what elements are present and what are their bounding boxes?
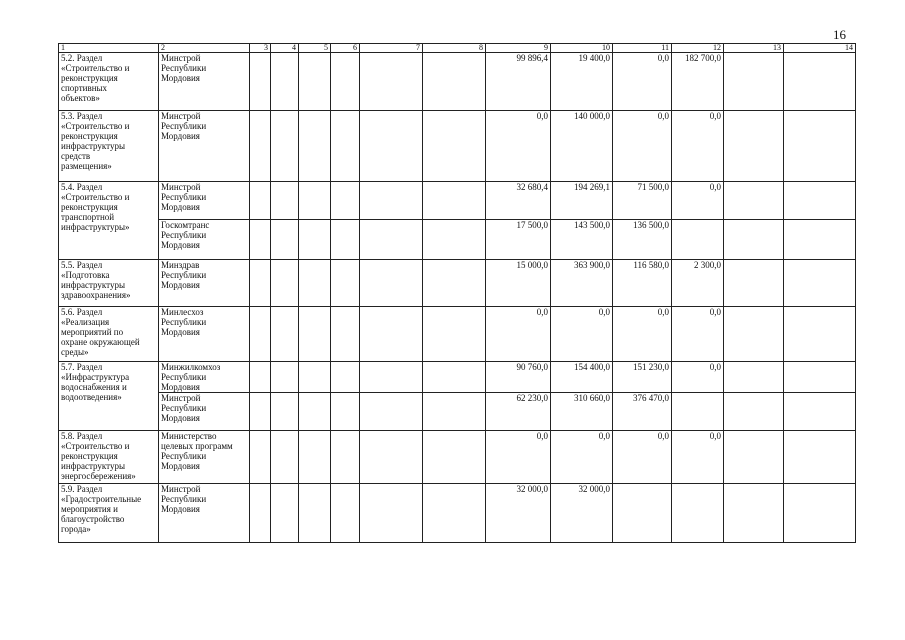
column-number: 3 — [250, 44, 271, 53]
value-cell-v11: 0,0 — [613, 307, 672, 362]
responsible-agency: Минстрой Республики Мордовия — [159, 182, 250, 220]
responsible-agency: Минздрав Республики Мордовия — [159, 260, 250, 307]
value-cell-v9: 32 680,4 — [486, 182, 551, 220]
empty-cell-col7 — [360, 111, 423, 182]
column-number: 12 — [672, 44, 724, 53]
value-cell-v9: 0,0 — [486, 111, 551, 182]
value-cell-v10: 19 400,0 — [551, 53, 613, 111]
column-number: 5 — [299, 44, 331, 53]
empty-cell-col5 — [299, 220, 331, 260]
empty-cell-col4 — [271, 362, 299, 393]
empty-cell-col3 — [250, 362, 271, 393]
value-cell-v11: 0,0 — [613, 431, 672, 484]
empty-cell-col7 — [360, 431, 423, 484]
empty-cell-col13 — [724, 182, 784, 220]
column-number: 13 — [724, 44, 784, 53]
value-cell-v9: 0,0 — [486, 431, 551, 484]
empty-cell-col7 — [360, 182, 423, 220]
empty-cell-col5 — [299, 484, 331, 543]
column-number: 6 — [331, 44, 360, 53]
column-number: 2 — [159, 44, 250, 53]
empty-cell-col4 — [271, 220, 299, 260]
empty-cell-col4 — [271, 393, 299, 431]
empty-cell-col4 — [271, 260, 299, 307]
empty-cell-col8 — [423, 111, 486, 182]
empty-cell-col8 — [423, 362, 486, 393]
section-title: 5.2. Раздел «Строительство и реконструкция спортивных объектов» — [59, 53, 159, 111]
value-cell-v12: 0,0 — [672, 307, 724, 362]
empty-cell-col7 — [360, 393, 423, 431]
value-cell-v11: 376 470,0 — [613, 393, 672, 431]
value-cell-v12: 2 300,0 — [672, 260, 724, 307]
responsible-agency: Минстрой Республики Мордовия — [159, 484, 250, 543]
empty-cell-col3 — [250, 220, 271, 260]
empty-cell-col14 — [784, 484, 856, 543]
empty-cell-col3 — [250, 393, 271, 431]
empty-cell-col7 — [360, 484, 423, 543]
value-cell-v10: 310 660,0 — [551, 393, 613, 431]
empty-cell-col6 — [331, 260, 360, 307]
column-number: 8 — [423, 44, 486, 53]
empty-cell-col5 — [299, 362, 331, 393]
value-cell-v9: 0,0 — [486, 307, 551, 362]
empty-cell-col4 — [271, 53, 299, 111]
empty-cell-col6 — [331, 431, 360, 484]
value-cell-v12: 0,0 — [672, 362, 724, 393]
value-cell-v9: 32 000,0 — [486, 484, 551, 543]
empty-cell-col14 — [784, 53, 856, 111]
value-cell-v10: 154 400,0 — [551, 362, 613, 393]
value-cell-v11: 116 580,0 — [613, 260, 672, 307]
empty-cell-col6 — [331, 484, 360, 543]
empty-cell-col14 — [784, 307, 856, 362]
value-cell-v10: 0,0 — [551, 307, 613, 362]
value-cell-v9: 62 230,0 — [486, 393, 551, 431]
table-row — [59, 182, 856, 220]
responsible-agency: Министерство целевых программ Республики Мордовия — [159, 431, 250, 484]
empty-cell-col6 — [331, 182, 360, 220]
column-number: 7 — [360, 44, 423, 53]
section-title: 5.5. Раздел «Подготовка инфраструктуры здравоохранения» — [59, 260, 159, 307]
responsible-agency: Минстрой Республики Мордовия — [159, 393, 250, 431]
empty-cell-col5 — [299, 182, 331, 220]
empty-cell-col13 — [724, 111, 784, 182]
empty-cell-col14 — [784, 182, 856, 220]
column-number: 11 — [613, 44, 672, 53]
empty-cell-col13 — [724, 484, 784, 543]
empty-cell-col7 — [360, 362, 423, 393]
empty-cell-col6 — [331, 220, 360, 260]
value-cell-v11: 151 230,0 — [613, 362, 672, 393]
value-cell-v12: 0,0 — [672, 111, 724, 182]
empty-cell-col8 — [423, 182, 486, 220]
table-row — [59, 484, 856, 543]
empty-cell-col8 — [423, 260, 486, 307]
value-cell-v12 — [672, 220, 724, 260]
empty-cell-col3 — [250, 260, 271, 307]
empty-cell-col3 — [250, 182, 271, 220]
empty-cell-col5 — [299, 53, 331, 111]
empty-cell-col8 — [423, 53, 486, 111]
empty-cell-col4 — [271, 484, 299, 543]
empty-cell-col3 — [250, 111, 271, 182]
value-cell-v11: 71 500,0 — [613, 182, 672, 220]
empty-cell-col3 — [250, 307, 271, 362]
empty-cell-col7 — [360, 260, 423, 307]
value-cell-v11: 0,0 — [613, 53, 672, 111]
empty-cell-col7 — [360, 220, 423, 260]
value-cell-v9: 99 896,4 — [486, 53, 551, 111]
empty-cell-col13 — [724, 362, 784, 393]
value-cell-v12 — [672, 393, 724, 431]
table-row — [59, 431, 856, 484]
empty-cell-col4 — [271, 182, 299, 220]
page-number: 16 — [833, 27, 846, 42]
table-body — [59, 44, 856, 543]
table-row — [59, 220, 856, 260]
responsible-agency: Госкомтранс Республики Мордовия — [159, 220, 250, 260]
empty-cell-col8 — [423, 393, 486, 431]
empty-cell-col6 — [331, 53, 360, 111]
value-cell-v12 — [672, 484, 724, 543]
empty-cell-col4 — [271, 307, 299, 362]
empty-cell-col8 — [423, 431, 486, 484]
empty-cell-col4 — [271, 431, 299, 484]
empty-cell-col13 — [724, 220, 784, 260]
responsible-agency: Минжилкомхоз Республики Мордовия — [159, 362, 250, 393]
section-title: 5.9. Раздел «Градостроительные мероприятия и благоустройство города» — [59, 484, 159, 543]
value-cell-v9: 17 500,0 — [486, 220, 551, 260]
value-cell-v12: 0,0 — [672, 431, 724, 484]
table-row — [59, 362, 856, 393]
section-title: 5.6. Раздел «Реализация мероприятий по охране окружающей среды» — [59, 307, 159, 362]
column-number: 14 — [784, 44, 856, 53]
responsible-agency: Минстрой Республики Мордовия — [159, 111, 250, 182]
value-cell-v9: 90 760,0 — [486, 362, 551, 393]
column-number: 1 — [59, 44, 159, 53]
section-title: 5.7. Раздел «Инфраструктура водоснабжения и водоотведения» — [59, 362, 159, 431]
empty-cell-col13 — [724, 307, 784, 362]
value-cell-v11 — [613, 484, 672, 543]
value-cell-v12: 182 700,0 — [672, 53, 724, 111]
responsible-agency: Минстрой Республики Мордовия — [159, 53, 250, 111]
empty-cell-col13 — [724, 431, 784, 484]
empty-cell-col14 — [784, 362, 856, 393]
empty-cell-col5 — [299, 393, 331, 431]
section-title: 5.3. Раздел «Строительство и реконструкция инфраструктуры средств размещения» — [59, 111, 159, 182]
empty-cell-col6 — [331, 111, 360, 182]
empty-cell-col5 — [299, 431, 331, 484]
column-number-row — [59, 44, 856, 53]
responsible-agency: Минлесхоз Республики Мордовия — [159, 307, 250, 362]
empty-cell-col14 — [784, 220, 856, 260]
empty-cell-col13 — [724, 53, 784, 111]
empty-cell-col8 — [423, 484, 486, 543]
empty-cell-col4 — [271, 111, 299, 182]
value-cell-v10: 143 500,0 — [551, 220, 613, 260]
column-number: 4 — [271, 44, 299, 53]
value-cell-v12: 0,0 — [672, 182, 724, 220]
empty-cell-col8 — [423, 307, 486, 362]
value-cell-v11: 136 500,0 — [613, 220, 672, 260]
empty-cell-col6 — [331, 362, 360, 393]
column-number: 9 — [486, 44, 551, 53]
empty-cell-col3 — [250, 53, 271, 111]
empty-cell-col14 — [784, 111, 856, 182]
empty-cell-col13 — [724, 260, 784, 307]
value-cell-v10: 140 000,0 — [551, 111, 613, 182]
empty-cell-col14 — [784, 260, 856, 307]
empty-cell-col3 — [250, 431, 271, 484]
column-number: 10 — [551, 44, 613, 53]
section-title: 5.8. Раздел «Строительство и реконструкция инфраструктуры энергосбережения» — [59, 431, 159, 484]
value-cell-v10: 0,0 — [551, 431, 613, 484]
table-row — [59, 260, 856, 307]
value-cell-v10: 363 900,0 — [551, 260, 613, 307]
empty-cell-col8 — [423, 220, 486, 260]
value-cell-v11: 0,0 — [613, 111, 672, 182]
table-row — [59, 307, 856, 362]
empty-cell-col7 — [360, 307, 423, 362]
value-cell-v9: 15 000,0 — [486, 260, 551, 307]
empty-cell-col5 — [299, 111, 331, 182]
empty-cell-col7 — [360, 53, 423, 111]
table-row — [59, 111, 856, 182]
section-title: 5.4. Раздел «Строительство и реконструкция транспортной инфраструктуры» — [59, 182, 159, 260]
table-row — [59, 53, 856, 111]
empty-cell-col6 — [331, 307, 360, 362]
empty-cell-col13 — [724, 393, 784, 431]
budget-table — [58, 43, 856, 543]
value-cell-v10: 32 000,0 — [551, 484, 613, 543]
table-row — [59, 393, 856, 431]
empty-cell-col5 — [299, 260, 331, 307]
value-cell-v10: 194 269,1 — [551, 182, 613, 220]
empty-cell-col14 — [784, 393, 856, 431]
empty-cell-col6 — [331, 393, 360, 431]
empty-cell-col3 — [250, 484, 271, 543]
empty-cell-col14 — [784, 431, 856, 484]
empty-cell-col5 — [299, 307, 331, 362]
